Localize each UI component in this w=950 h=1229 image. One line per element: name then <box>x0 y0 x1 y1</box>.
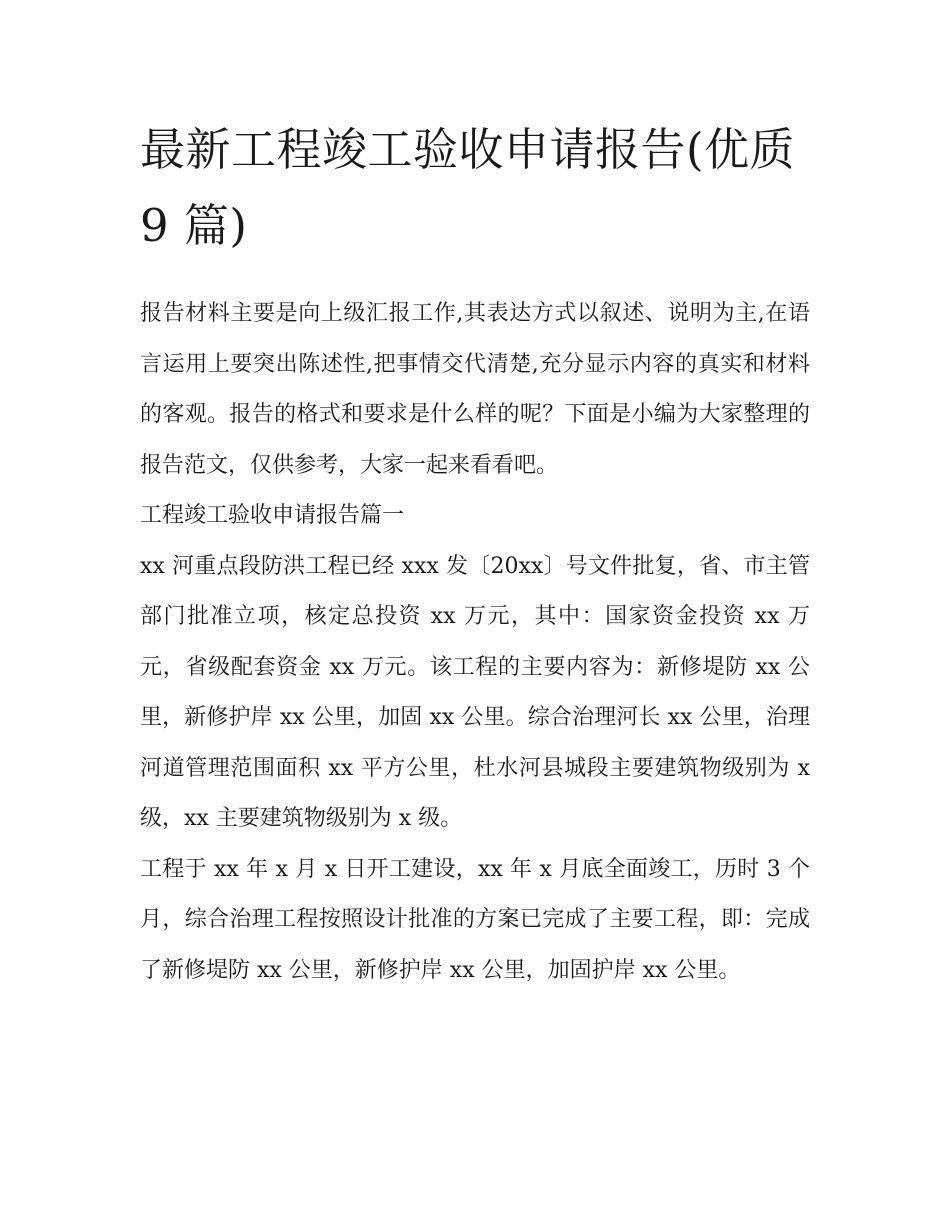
document-title: 最新工程竣工验收申请报告(优质 9 篇) <box>140 123 796 252</box>
body-paragraph: 工程于 xx 年 x 月 x 日开工建设，xx 年 x 月底全面竣工，历时 3 个月，综合治理工程按照设计批准的方案已完成了主要工程，即：完成了新修堤防 xx 公里，新修护岸 xx 公里，加固护岸 xx 公里。 <box>140 856 810 983</box>
body-paragraph: xx 河重点段防洪工程已经 xxx 发〔20xx〕号文件批复，省、市主管部门批准立项，核定总投资 xx 万元，其中：国家资金投资 xx 万元，省级配套资金 xx 万元。该工程的主要内容为：新修堤防 xx 公里，新修护岸 xx 公里，加固 xx 公里。综合治理河长 xx 公里，治理河道管理范围面积 xx 平方公里，杜水河县城段主要建筑物级别为 x 级，xx 主要建筑物级别为 x 级。 <box>140 553 810 831</box>
intro-paragraph: 报告材料主要是向上级汇报工作,其表达方式以叙述、说明为主,在语言运用上要突出陈述性,把事情交代清楚,充分显示内容的真实和材料的客观。报告的格式和要求是什么样的呢？下面是小编为大家整理的报告范文，仅供参考，大家一起来看看吧。 <box>140 301 810 478</box>
section-heading: 工程竣工验收申请报告篇一 <box>140 503 405 528</box>
document-content <box>140 112 810 996</box>
